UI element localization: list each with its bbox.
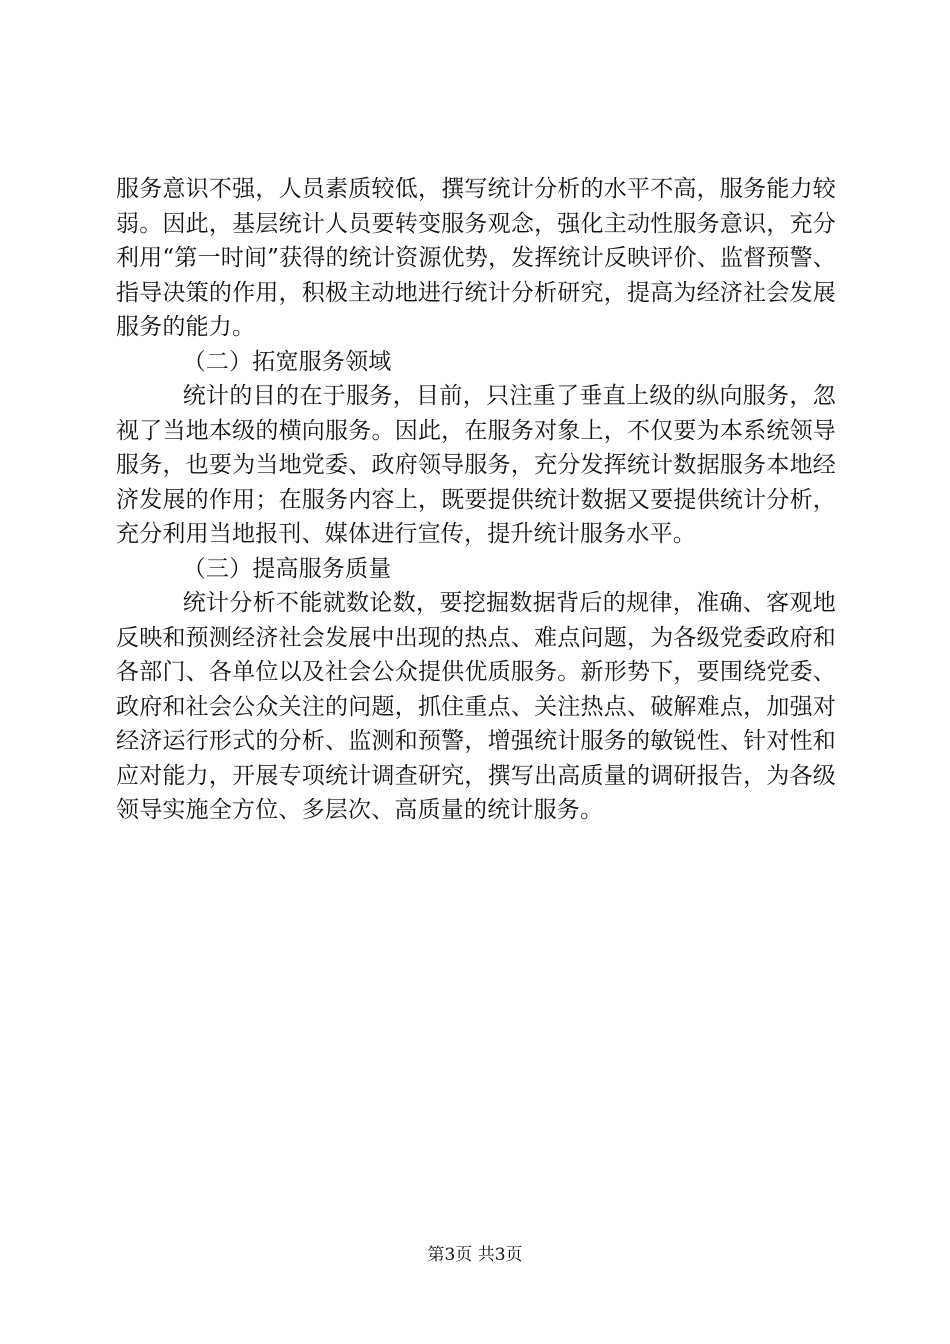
document-body (116, 172, 836, 828)
section-heading-improve-quality: （三）提高服务质量 (182, 555, 392, 582)
paragraph-service-awareness: 服务意识不强，人员素质较低，撰写统计分析的水平不高，服务能力较弱。因此，基层统计人员要转变服务观念，强化主动性服务意识，充分利用“第一时间”获得的统计资源优势，发挥统计反映评价、监督预警、指导决策的作用，积极主动地进行统计分析研究，提高为经济社会发展服务的能力。 (116, 176, 836, 340)
page-footer (0, 1244, 950, 1266)
paragraph-expand-service: 统计的目的在于服务，目前，只注重了垂直上级的纵向服务，忽视了当地本级的横向服务。因此，在服务对象上，不仅要为本系统领导服务，也要为当地党委、政府领导服务，充分发挥统计数据服务本地经济发展的作用；在服务内容上，既要提供统计数据又要提供统计分析，充分利用当地报刊、媒体进行宣传，提升统计服务水平。 (116, 383, 836, 547)
paragraph-improve-quality: 统计分析不能就数论数，要挖掘数据背后的规律，准确、客观地反映和预测经济社会发展中出现的热点、难点问题，为各级党委政府和各部门、各单位以及社会公众提供优质服务。新形势下，要围绕党委、政府和社会公众关注的问题，抓住重点、关注热点、破解难点，加强对经济运行形式的分析、监测和预警，增强统计服务的敏锐性、针对性和应对能力，开展专项统计调查研究，撰写出高质量的调研报告，为各级领导实施全方位、多层次、高质量的统计服务。 (116, 590, 836, 823)
section-heading-expand-service: （二）拓宽服务领域 (182, 348, 392, 375)
page-number-label: 第3页 共3页 (427, 1245, 523, 1265)
